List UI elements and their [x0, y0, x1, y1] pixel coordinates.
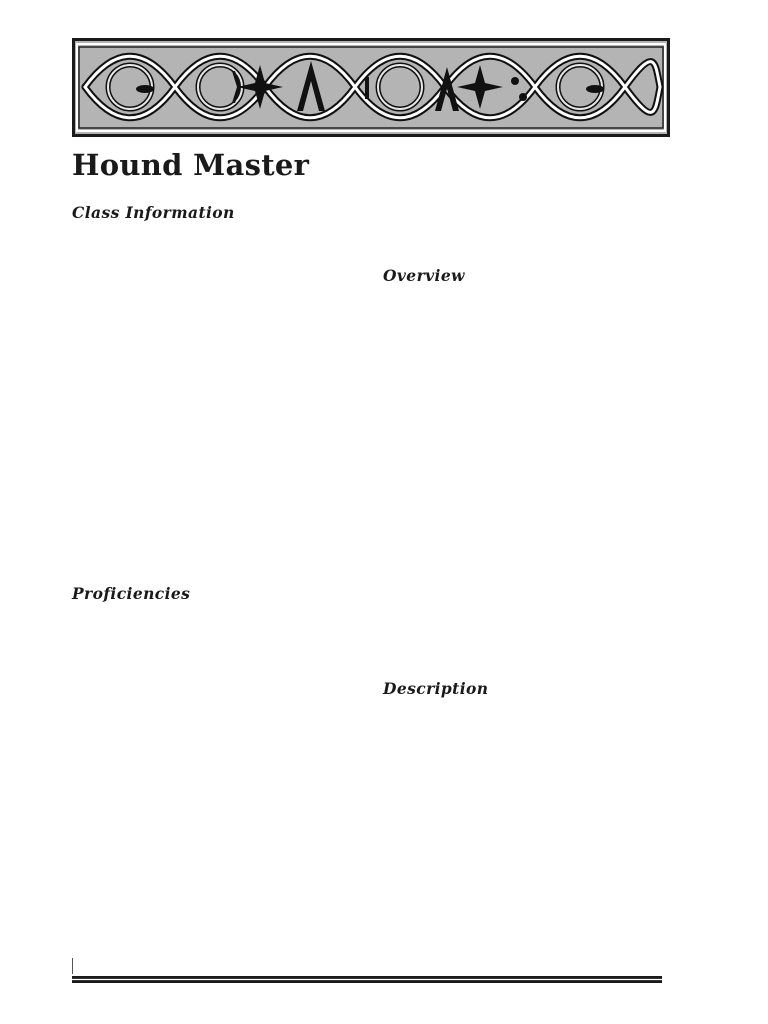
knotwork-illustration: [75, 41, 667, 134]
page-title: Hound Master: [72, 148, 310, 182]
footer-rule: [72, 975, 662, 984]
celtic-knot-banner: [72, 38, 670, 137]
class-information-heading: Class Information: [72, 203, 235, 222]
footer-tick-mark: [72, 958, 73, 974]
proficiencies-heading: Proficiencies: [72, 584, 191, 603]
overview-heading: Overview: [383, 266, 465, 285]
description-heading: Description: [383, 679, 489, 698]
